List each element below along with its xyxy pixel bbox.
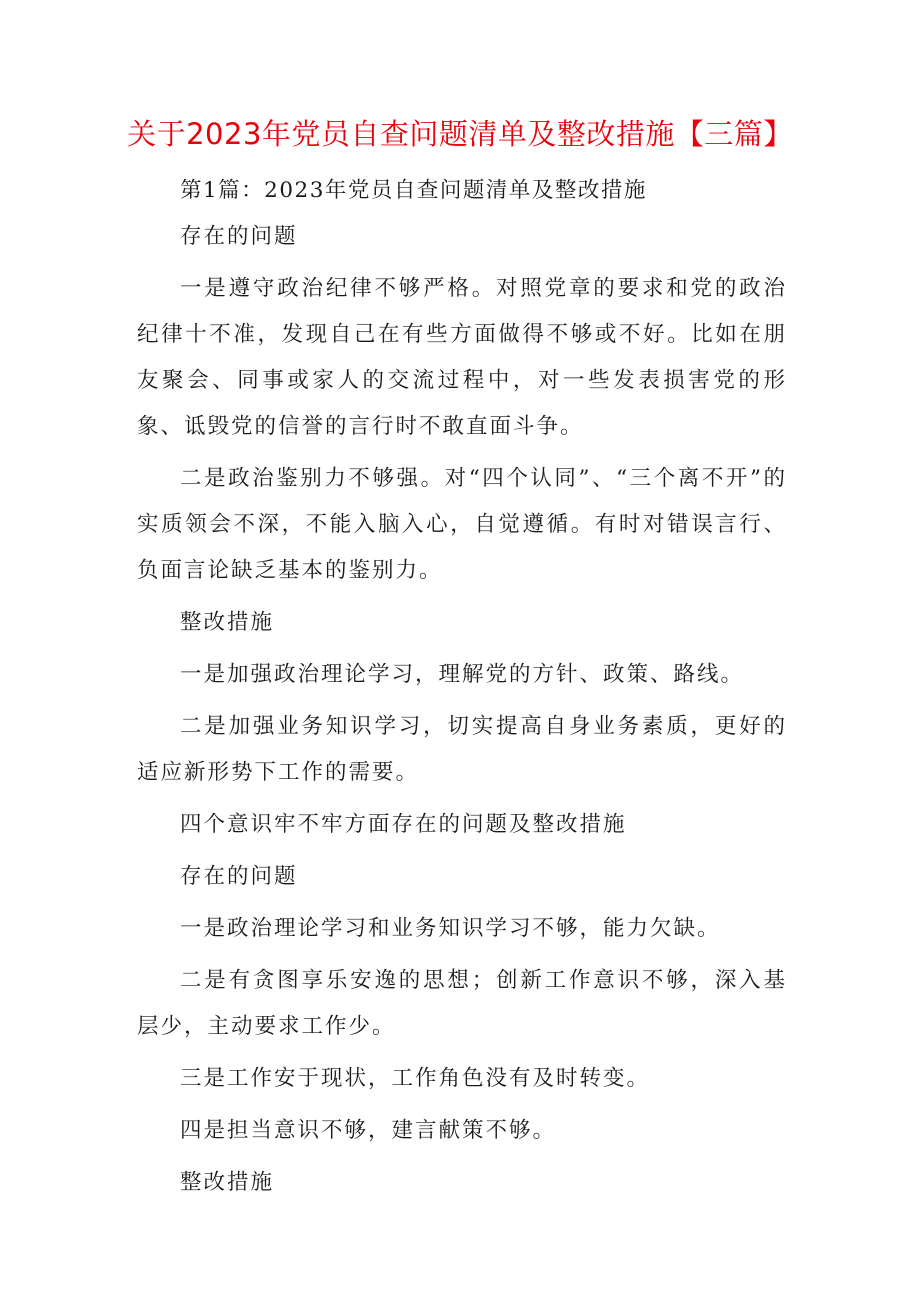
measure-paragraph-2: 二是加强业务知识学习，切实提高自身业务素质，更好的适应新形势下工作的需要。	[137, 714, 787, 785]
problem-item-3: 三是工作安于现状，工作角色没有及时转变。	[180, 1066, 651, 1091]
problem-item-2: 二是有贪图享乐安逸的思想；创新工作意识不够，深入基层少，主动要求工作少。	[137, 968, 787, 1039]
section-heading-article-1: 第1篇：2023年党员自查问题清单及整改措施	[180, 178, 647, 203]
subheading-rectification-measures-2: 整改措施	[180, 1170, 275, 1195]
section-heading-four-consciousness: 四个意识牢不牢方面存在的问题及整改措施	[180, 812, 627, 837]
problem-paragraph-2: 二是政治鉴别力不够强。对“四个认同”、“三个离不开”的实质领会不深，不能入脑入心，自觉遵循。有时对错误言行、负面言论缺乏基本的鉴别力。	[137, 466, 787, 583]
problem-paragraph-1: 一是遵守政治纪律不够严格。对照党章的要求和党的政治纪律十不准，发现自己在有些方面做得不够或不好。比如在朋友聚会、同事或家人的交流过程中，对一些发表损害党的形象、诋毁党的信誉的言行时不敢直面斗争。	[137, 276, 787, 439]
subheading-rectification-measures: 整改措施	[180, 610, 275, 635]
problem-item-4: 四是担当意识不够，建言献策不够。	[180, 1118, 557, 1143]
subheading-existing-problems-2: 存在的问题	[180, 864, 298, 889]
measure-paragraph-1: 一是加强政治理论学习，理解党的方针、政策、路线。	[180, 662, 745, 687]
document-body	[137, 168, 787, 1206]
problem-item-1: 一是政治理论学习和业务知识学习不够，能力欠缺。	[180, 916, 721, 941]
document-title: 关于2023年党员自查问题清单及整改措施【三篇】	[127, 117, 793, 151]
subheading-existing-problems: 存在的问题	[180, 224, 298, 249]
